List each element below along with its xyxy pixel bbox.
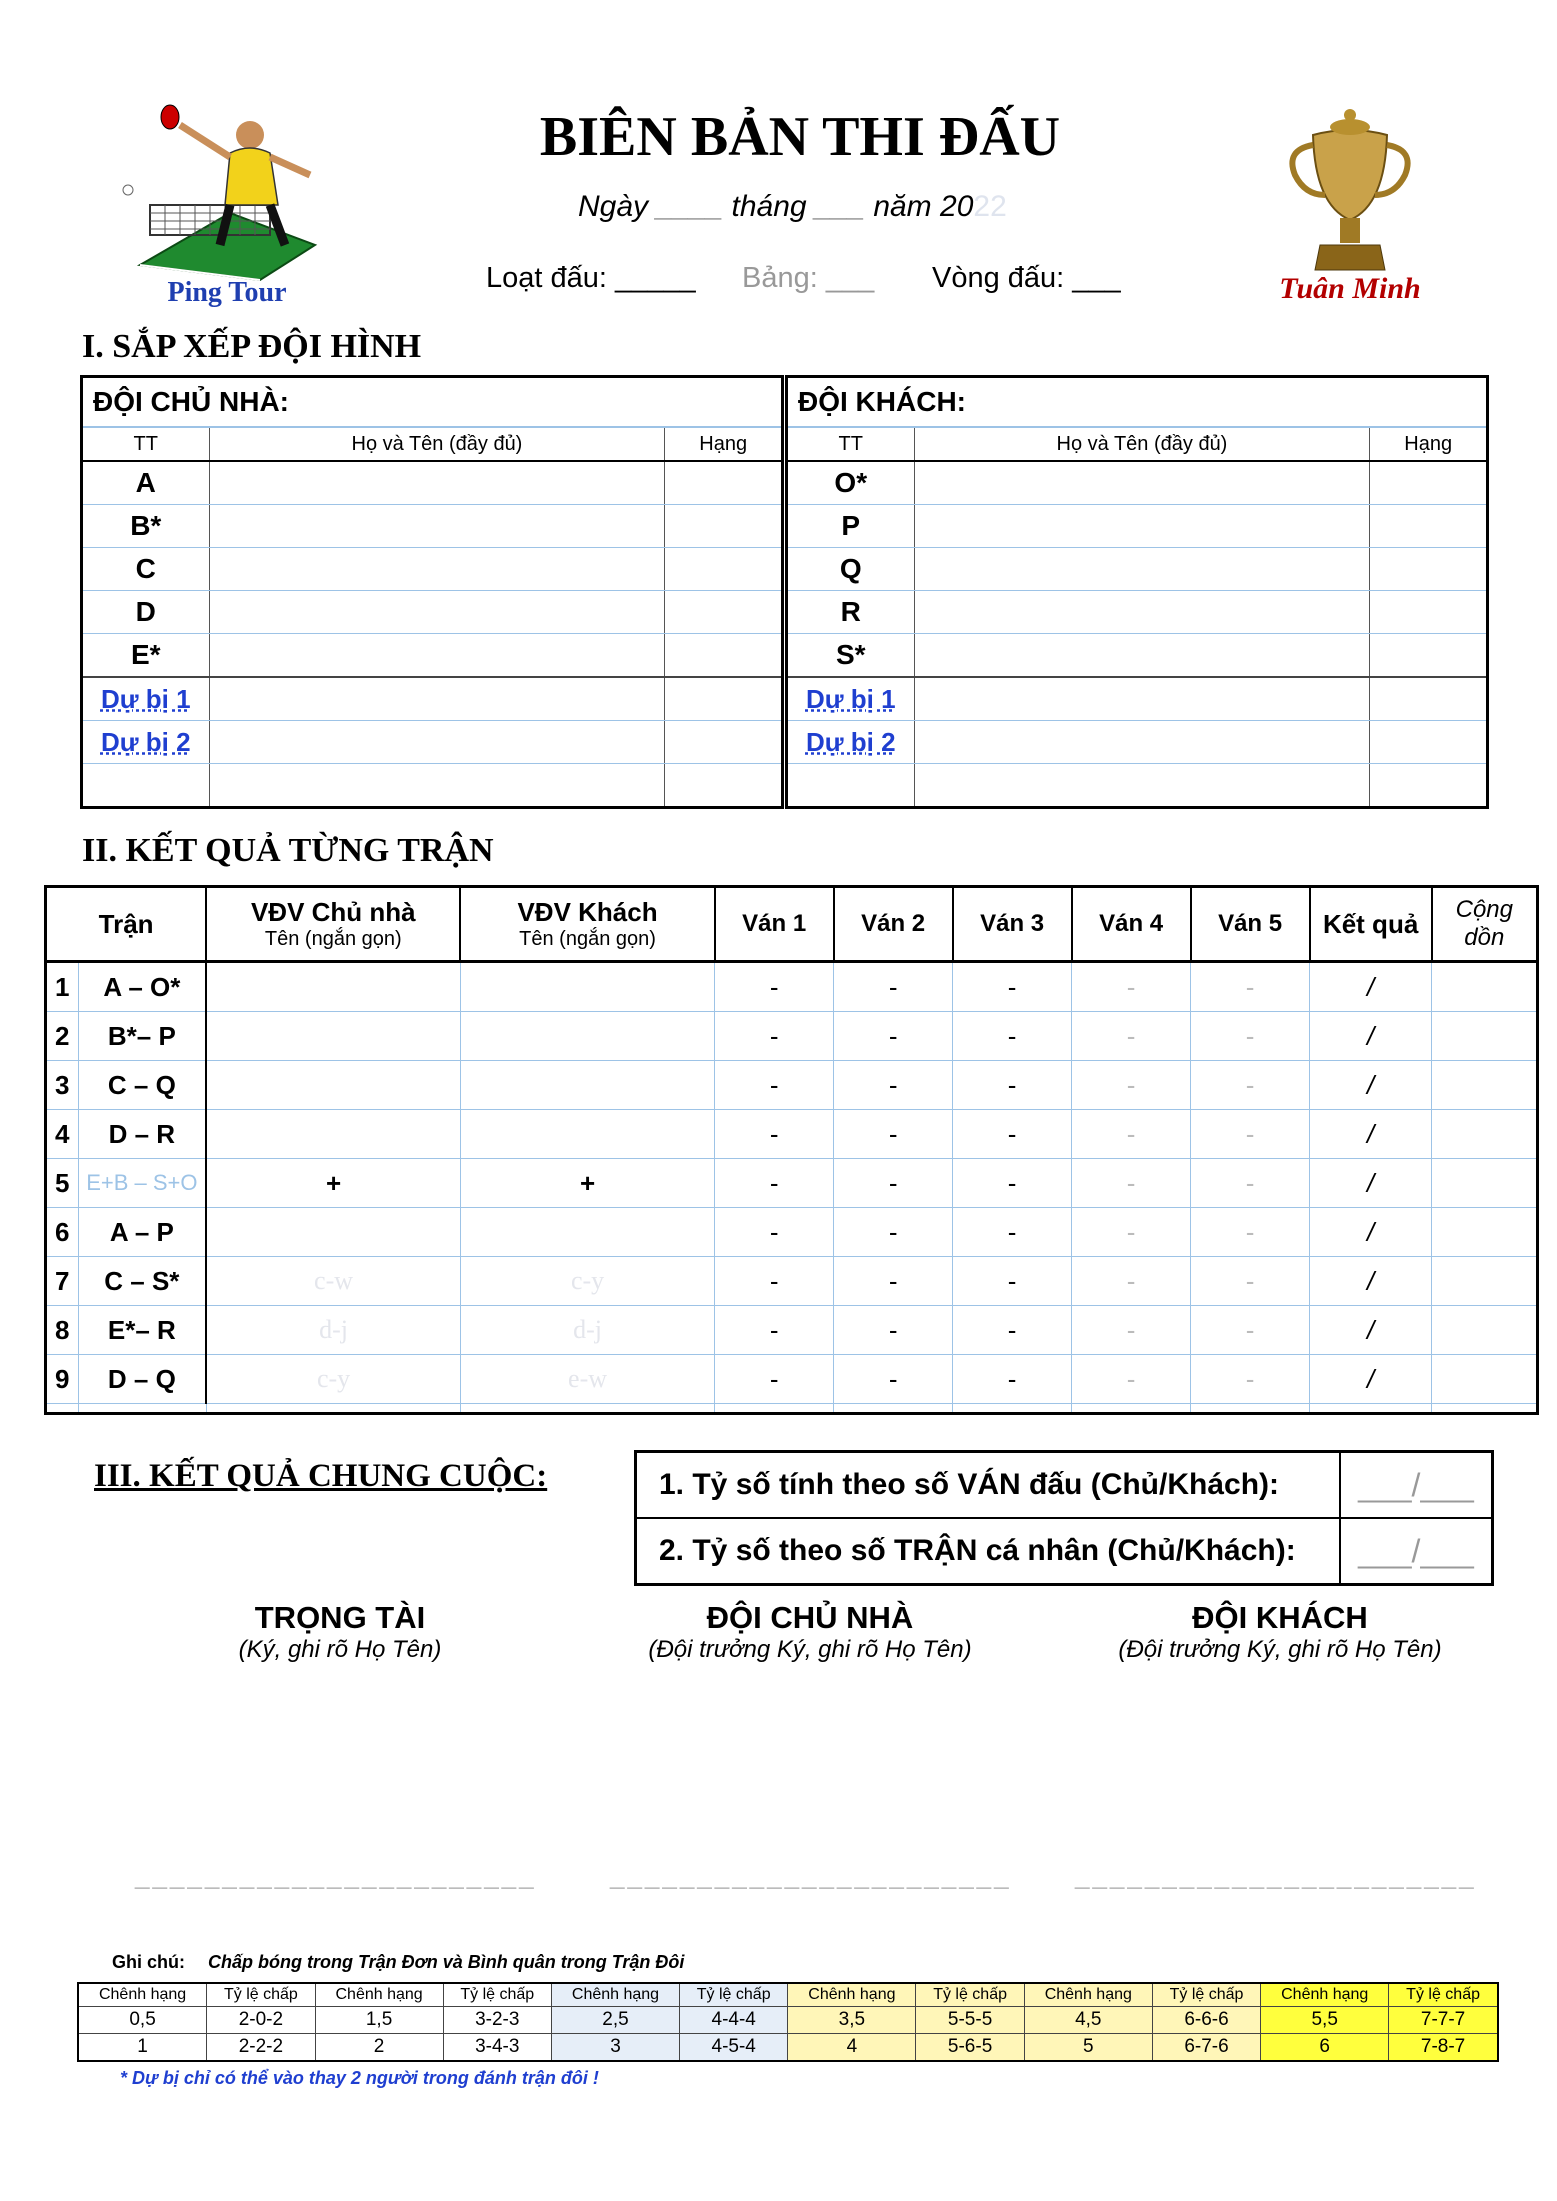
match-number: 2 <box>46 1012 79 1061</box>
score-matches-value[interactable]: ___/___ <box>1340 1518 1493 1585</box>
match-result-cell[interactable]: / <box>1310 1306 1432 1355</box>
referee-signature-block <box>190 1600 490 1664</box>
home-player-cell[interactable] <box>206 1012 460 1061</box>
referee-sign-line[interactable]: _______________________ <box>135 1860 537 1890</box>
away-lineup-table <box>785 375 1489 809</box>
away-col-tt: TT <box>787 427 915 461</box>
game-score-cell[interactable]: - <box>1072 1306 1191 1355</box>
match-pairing: E*– R <box>78 1306 206 1355</box>
home-player-name-cell[interactable] <box>209 461 665 505</box>
ping-tour-label: Ping Tour <box>167 277 287 308</box>
match-row <box>46 1208 1538 1257</box>
handicap-rank-diff: 0,5 <box>78 2007 207 2034</box>
vong-dau-field[interactable]: Vòng đấu: ___ <box>932 262 1121 294</box>
spacer-cell <box>1072 1404 1191 1414</box>
game-score-cell[interactable]: - <box>834 1012 953 1061</box>
handicap-rank-diff: 4,5 <box>1024 2007 1152 2034</box>
match-results-table <box>44 885 1539 1415</box>
home-sign-sub: (Đội trưởng Ký, ghi rõ Họ Tên) <box>648 1636 972 1663</box>
home-player-code: C <box>82 548 210 591</box>
match-number: 5 <box>46 1159 79 1208</box>
game-score-cell[interactable]: - <box>715 1306 834 1355</box>
game-score-cell[interactable]: - <box>1072 1208 1191 1257</box>
match-result-cell[interactable]: / <box>1310 1110 1432 1159</box>
away-spacer <box>787 764 915 808</box>
handicap-ratio-header: Tỷ lệ chấp <box>207 1983 316 2007</box>
away-col-rank: Hạng <box>1370 427 1488 461</box>
game-score-cell[interactable]: - <box>1072 1110 1191 1159</box>
away-player-name-cell[interactable] <box>914 548 1370 591</box>
handicap-ratio: 4-4-4 <box>679 2007 788 2034</box>
game-score-cell[interactable]: - <box>715 1208 834 1257</box>
document-title: BIÊN BẢN THI ĐẤU <box>539 106 1061 168</box>
game-score-cell[interactable]: - <box>715 962 834 1012</box>
home-player-code: D <box>82 591 210 634</box>
away-player-code: Q <box>787 548 915 591</box>
spacer-cell <box>46 1404 79 1414</box>
game-score-cell[interactable]: - <box>1191 1159 1310 1208</box>
handicap-rank-diff: 2 <box>315 2034 443 2062</box>
match-row <box>46 1110 1538 1159</box>
footnote: * Dự bị chỉ có thể vào thay 2 người trong đánh trận đôi ! <box>120 2068 599 2088</box>
game-score-cell[interactable]: - <box>715 1257 834 1306</box>
home-player-name-cell[interactable] <box>209 548 665 591</box>
spacer-cell <box>715 1404 834 1414</box>
game-score-cell[interactable]: - <box>834 1208 953 1257</box>
home-player-code: B* <box>82 505 210 548</box>
col-home-label: VĐV Chủ nhà <box>250 897 416 927</box>
game-score-cell[interactable]: - <box>834 1159 953 1208</box>
col-home-sub: Tên (ngắn gọn) <box>264 928 402 950</box>
game-score-cell[interactable]: - <box>715 1012 834 1061</box>
handicap-ratio: 5-6-5 <box>916 2034 1025 2062</box>
away-spacer <box>1370 764 1488 808</box>
handicap-rank-diff-header: Chênh hạng <box>315 1983 443 2007</box>
home-col-rank: Hạng <box>665 427 783 461</box>
away-player-name-cell[interactable] <box>914 461 1370 505</box>
match-spacer-row <box>46 1404 1538 1414</box>
match-number: 1 <box>46 962 79 1012</box>
handicap-ratio-header: Tỷ lệ chấp <box>916 1983 1025 2007</box>
match-result-cell[interactable]: / <box>1310 1012 1432 1061</box>
away-reserve-name-cell[interactable] <box>914 721 1370 764</box>
section1-title: I. SẮP XẾP ĐỘI HÌNH <box>82 328 422 365</box>
col-van3: Ván 3 <box>953 887 1072 962</box>
away-reserve-code: Dự bị 1 <box>787 677 915 721</box>
col-cong-don: Cộng dồn <box>1432 887 1538 962</box>
away-reserve-rank-cell[interactable] <box>1370 721 1488 764</box>
away-reserve-rank-cell[interactable] <box>1370 677 1488 721</box>
home-player-cell[interactable] <box>206 962 460 1012</box>
notes-label: Ghi chú: <box>112 1952 185 1972</box>
section3-title: III. KẾT QUẢ CHUNG CUỘC: <box>94 1458 548 1494</box>
col-ket-qua: Kết quả <box>1310 887 1432 962</box>
bang-field[interactable]: Bảng: ___ <box>742 262 875 294</box>
col-van1: Ván 1 <box>715 887 834 962</box>
home-player-cell[interactable] <box>206 1208 460 1257</box>
match-row <box>46 1306 1538 1355</box>
home-player-name-cell[interactable] <box>209 505 665 548</box>
handicap-rank-diff: 1,5 <box>315 2007 443 2034</box>
home-player-cell[interactable]: + <box>206 1159 460 1208</box>
away-sign-title: ĐỘI KHÁCH <box>1192 1600 1368 1635</box>
match-row <box>46 1159 1538 1208</box>
tuan-minh-label: Tuân Minh <box>1279 272 1421 305</box>
date-year-faint: 22 <box>973 190 1007 223</box>
spacer-cell <box>1191 1404 1310 1414</box>
date-line <box>578 190 1007 224</box>
away-player-cell[interactable]: c-y <box>460 1257 714 1306</box>
away-player-cell[interactable]: e-w <box>460 1355 714 1404</box>
match-pairing: E+B – S+O <box>78 1159 206 1208</box>
handicap-rank-diff-header: Chênh hạng <box>78 1983 207 2007</box>
match-result-cell[interactable]: / <box>1310 1257 1432 1306</box>
cumulative-cell[interactable] <box>1432 1061 1538 1110</box>
game-score-cell[interactable]: - <box>953 1306 1072 1355</box>
section2-title: II. KẾT QUẢ TỪNG TRẬN <box>82 832 494 869</box>
home-player-cell[interactable]: c-w <box>206 1257 460 1306</box>
handicap-ratio-header: Tỷ lệ chấp <box>679 1983 788 2007</box>
home-player-code: A <box>82 461 210 505</box>
home-player-rank-cell[interactable] <box>665 548 783 591</box>
game-score-cell[interactable]: - <box>953 1355 1072 1404</box>
match-result-cell[interactable]: / <box>1310 1355 1432 1404</box>
home-player-cell[interactable] <box>206 1061 460 1110</box>
handicap-rank-diff: 2,5 <box>552 2007 680 2034</box>
game-score-cell[interactable]: - <box>1072 962 1191 1012</box>
cumulative-cell[interactable] <box>1432 1355 1538 1404</box>
game-score-cell[interactable]: - <box>953 1159 1072 1208</box>
home-spacer <box>665 764 783 808</box>
home-player-cell[interactable]: c-y <box>206 1355 460 1404</box>
game-score-cell[interactable]: - <box>1072 1257 1191 1306</box>
referee-title: TRỌNG TÀI <box>254 1600 426 1635</box>
game-score-cell[interactable]: - <box>834 1306 953 1355</box>
game-score-cell[interactable]: - <box>1191 1012 1310 1061</box>
game-score-cell[interactable]: - <box>953 1061 1072 1110</box>
spacer-cell <box>78 1404 206 1414</box>
home-player-cell[interactable]: d-j <box>206 1306 460 1355</box>
score-games-label: 1. Tỷ số tính theo số VÁN đấu (Chủ/Khách): <box>636 1452 1341 1519</box>
handicap-ratio-header: Tỷ lệ chấp <box>1389 1983 1498 2007</box>
home-sign-title: ĐỘI CHỦ NHÀ <box>706 1600 914 1635</box>
away-reserve-code: Dự bị 2 <box>787 721 915 764</box>
game-score-cell[interactable]: - <box>715 1110 834 1159</box>
col-away-player <box>460 887 714 962</box>
match-pairing: D – Q <box>78 1355 206 1404</box>
handicap-ratio: 2-2-2 <box>207 2034 316 2062</box>
handicap-ratio: 6-7-6 <box>1152 2034 1261 2062</box>
away-player-rank-cell[interactable] <box>1370 634 1488 678</box>
home-player-rank-cell[interactable] <box>665 505 783 548</box>
match-pairing: C – S* <box>78 1257 206 1306</box>
away-player-cell[interactable]: d-j <box>460 1306 714 1355</box>
away-player-cell[interactable] <box>460 1012 714 1061</box>
cumulative-cell[interactable] <box>1432 1012 1538 1061</box>
away-player-cell[interactable] <box>460 962 714 1012</box>
game-score-cell[interactable]: - <box>834 1355 953 1404</box>
handicap-ratio: 7-8-7 <box>1389 2034 1498 2062</box>
col-tran: Trận <box>46 887 207 962</box>
handicap-row <box>78 2034 1498 2062</box>
col-home-player <box>206 887 460 962</box>
spacer-cell <box>953 1404 1072 1414</box>
match-result-cell[interactable]: / <box>1310 1208 1432 1257</box>
home-player-name-cell[interactable] <box>209 634 665 678</box>
game-score-cell[interactable]: - <box>1072 1012 1191 1061</box>
home-col-name: Họ và Tên (đầy đủ) <box>209 427 665 461</box>
away-reserve-name-cell[interactable] <box>914 677 1370 721</box>
handicap-table <box>77 1982 1499 2062</box>
date-day-label: Ngày <box>578 190 649 223</box>
home-reserve-code: Dự bị 2 <box>82 721 210 764</box>
away-player-rank-cell[interactable] <box>1370 548 1488 591</box>
away-player-name-cell[interactable] <box>914 505 1370 548</box>
handicap-rank-diff: 5,5 <box>1261 2007 1389 2034</box>
col-van5: Ván 5 <box>1191 887 1310 962</box>
match-pairing: C – Q <box>78 1061 206 1110</box>
date-year-label: năm 20 <box>873 190 974 223</box>
away-player-cell[interactable] <box>460 1061 714 1110</box>
away-player-code: S* <box>787 634 915 678</box>
home-player-rank-cell[interactable] <box>665 461 783 505</box>
handicap-ratio: 3-4-3 <box>443 2034 552 2062</box>
match-number: 3 <box>46 1061 79 1110</box>
handicap-rank-diff-header: Chênh hạng <box>552 1983 680 2007</box>
loat-dau-field[interactable]: Loạt đấu: _____ <box>486 262 696 294</box>
handicap-header-row <box>78 1983 1498 2007</box>
away-player-cell[interactable] <box>460 1208 714 1257</box>
game-score-cell[interactable]: - <box>1072 1061 1191 1110</box>
notes-text: Chấp bóng trong Trận Đơn và Bình quân trong Trận Đôi <box>208 1952 685 1972</box>
handicap-rank-diff: 3 <box>552 2034 680 2062</box>
match-result-cell[interactable]: / <box>1310 1159 1432 1208</box>
trophy-logo <box>1265 105 1435 305</box>
away-sign-line[interactable]: _______________________ <box>1075 1860 1477 1890</box>
away-player-name-cell[interactable] <box>914 591 1370 634</box>
col-van2: Ván 2 <box>834 887 953 962</box>
cumulative-cell[interactable] <box>1432 962 1538 1012</box>
match-number: 8 <box>46 1306 79 1355</box>
home-col-tt: TT <box>82 427 210 461</box>
home-reserve-rank-cell[interactable] <box>665 677 783 721</box>
spacer-cell <box>834 1404 953 1414</box>
spacer-cell <box>1432 1404 1538 1414</box>
game-score-cell[interactable]: - <box>715 1061 834 1110</box>
home-signature-block <box>630 1600 990 1664</box>
date-month-label: tháng <box>731 190 807 223</box>
cumulative-cell[interactable] <box>1432 1208 1538 1257</box>
handicap-rank-diff: 4 <box>788 2034 916 2062</box>
home-lineup-table <box>80 375 784 809</box>
match-number: 6 <box>46 1208 79 1257</box>
match-pairing: D – R <box>78 1110 206 1159</box>
match-row <box>46 1012 1538 1061</box>
away-col-name: Họ và Tên (đầy đủ) <box>914 427 1370 461</box>
handicap-rank-diff-header: Chênh hạng <box>1024 1983 1152 2007</box>
handicap-ratio: 5-5-5 <box>916 2007 1025 2034</box>
match-result-cell[interactable]: / <box>1310 1061 1432 1110</box>
match-row <box>46 962 1538 1012</box>
game-score-cell[interactable]: - <box>1191 1061 1310 1110</box>
away-signature-block <box>1100 1600 1460 1664</box>
game-score-cell[interactable]: - <box>1191 1208 1310 1257</box>
home-reserve-code: Dự bị 1 <box>82 677 210 721</box>
game-score-cell[interactable]: - <box>834 1257 953 1306</box>
away-player-code: R <box>787 591 915 634</box>
match-pairing: A – O* <box>78 962 206 1012</box>
game-score-cell[interactable]: - <box>715 1159 834 1208</box>
handicap-ratio: 6-6-6 <box>1152 2007 1261 2034</box>
handicap-ratio: 4-5-4 <box>679 2034 788 2062</box>
home-spacer <box>82 764 210 808</box>
handicap-ratio: 3-2-3 <box>443 2007 552 2034</box>
game-score-cell[interactable]: - <box>834 962 953 1012</box>
date-day-blank[interactable]: ____ <box>656 190 724 223</box>
match-number: 7 <box>46 1257 79 1306</box>
home-reserve-name-cell[interactable] <box>209 677 665 721</box>
match-number: 9 <box>46 1355 79 1404</box>
handicap-ratio: 7-7-7 <box>1389 2007 1498 2034</box>
game-score-cell[interactable]: - <box>1191 1257 1310 1306</box>
home-team-title: ĐỘI CHỦ NHÀ: <box>82 377 783 428</box>
home-spacer <box>209 764 665 808</box>
game-score-cell[interactable]: - <box>834 1110 953 1159</box>
handicap-rank-diff: 6 <box>1261 2034 1389 2062</box>
game-score-cell[interactable]: - <box>1072 1159 1191 1208</box>
game-score-cell[interactable]: - <box>834 1061 953 1110</box>
game-score-cell[interactable]: - <box>953 962 1072 1012</box>
handicap-rank-diff-header: Chênh hạng <box>1261 1983 1389 2007</box>
game-score-cell[interactable]: - <box>1191 1306 1310 1355</box>
handicap-rank-diff: 5 <box>1024 2034 1152 2062</box>
match-number: 4 <box>46 1110 79 1159</box>
handicap-ratio: 2-0-2 <box>207 2007 316 2034</box>
spacer-cell <box>1310 1404 1432 1414</box>
handicap-rank-diff: 3,5 <box>788 2007 916 2034</box>
notes-line <box>112 1952 684 1973</box>
cumulative-cell[interactable] <box>1432 1159 1538 1208</box>
match-row <box>46 1355 1538 1404</box>
cumulative-cell[interactable] <box>1432 1306 1538 1355</box>
score-games-value[interactable]: ___/___ <box>1340 1452 1493 1519</box>
col-van4: Ván 4 <box>1072 887 1191 962</box>
score-matches-label: 2. Tỷ số theo số TRẬN cá nhân (Chủ/Khách): <box>659 1534 1296 1567</box>
game-score-cell[interactable]: - <box>1191 962 1310 1012</box>
handicap-row <box>78 2007 1498 2034</box>
col-away-label: VĐV Khách <box>517 897 658 927</box>
game-score-cell[interactable]: - <box>953 1257 1072 1306</box>
home-sign-line[interactable]: _______________________ <box>610 1860 1012 1890</box>
cumulative-cell[interactable] <box>1432 1110 1538 1159</box>
final-score-table <box>634 1450 1494 1586</box>
game-score-cell[interactable]: - <box>1191 1110 1310 1159</box>
away-player-cell[interactable]: + <box>460 1159 714 1208</box>
match-row <box>46 1061 1538 1110</box>
spacer-cell <box>206 1404 460 1414</box>
handicap-rank-diff-header: Chênh hạng <box>788 1983 916 2007</box>
handicap-rank-diff: 1 <box>78 2034 207 2062</box>
away-team-title: ĐỘI KHÁCH: <box>787 377 1488 428</box>
game-score-cell[interactable]: - <box>1191 1355 1310 1404</box>
game-score-cell[interactable]: - <box>1072 1355 1191 1404</box>
match-pairing: B*– P <box>78 1012 206 1061</box>
home-reserve-rank-cell[interactable] <box>665 721 783 764</box>
game-score-cell[interactable]: - <box>953 1012 1072 1061</box>
away-player-rank-cell[interactable] <box>1370 591 1488 634</box>
handicap-ratio-header: Tỷ lệ chấp <box>1152 1983 1261 2007</box>
away-player-rank-cell[interactable] <box>1370 505 1488 548</box>
date-month-blank[interactable]: ___ <box>814 190 865 223</box>
handicap-ratio-header: Tỷ lệ chấp <box>443 1983 552 2007</box>
home-reserve-name-cell[interactable] <box>209 721 665 764</box>
col-away-sub: Tên (ngắn gọn) <box>519 928 656 950</box>
referee-sub: (Ký, ghi rõ Họ Tên) <box>238 1636 442 1663</box>
away-player-code: P <box>787 505 915 548</box>
spacer-cell <box>460 1404 714 1414</box>
home-player-name-cell[interactable] <box>209 591 665 634</box>
cumulative-cell[interactable] <box>1432 1257 1538 1306</box>
away-spacer <box>914 764 1370 808</box>
home-player-cell[interactable] <box>206 1110 460 1159</box>
away-player-cell[interactable] <box>460 1110 714 1159</box>
home-player-rank-cell[interactable] <box>665 634 783 678</box>
away-player-name-cell[interactable] <box>914 634 1370 678</box>
away-player-rank-cell[interactable] <box>1370 461 1488 505</box>
game-score-cell[interactable]: - <box>953 1110 1072 1159</box>
away-player-code: O* <box>787 461 915 505</box>
game-score-cell[interactable]: - <box>715 1355 834 1404</box>
match-result-cell[interactable]: / <box>1310 962 1432 1012</box>
match-row <box>46 1257 1538 1306</box>
game-score-cell[interactable]: - <box>953 1208 1072 1257</box>
home-player-rank-cell[interactable] <box>665 591 783 634</box>
away-sign-sub: (Đội trưởng Ký, ghi rõ Họ Tên) <box>1118 1636 1442 1663</box>
match-pairing: A – P <box>78 1208 206 1257</box>
home-player-code: E* <box>82 634 210 678</box>
